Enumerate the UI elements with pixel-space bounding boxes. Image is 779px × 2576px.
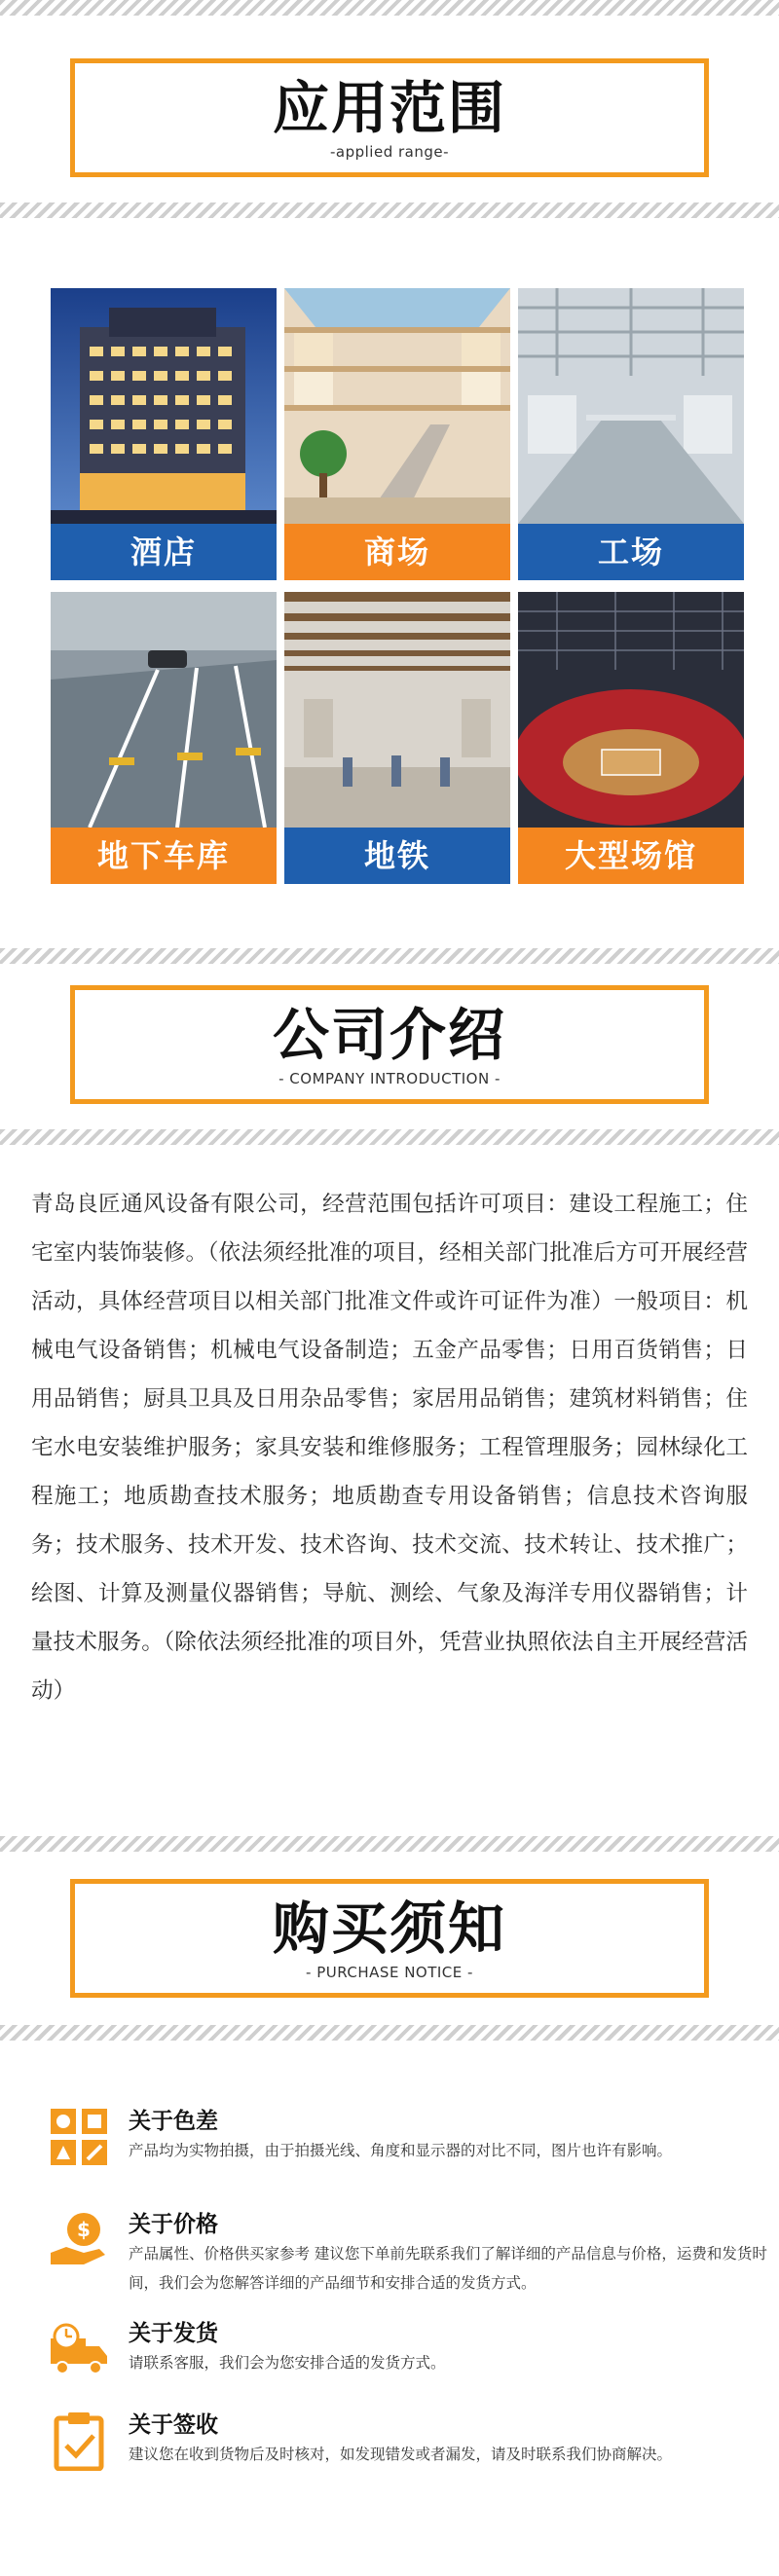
application-label: 商场: [284, 524, 510, 580]
section-title-text: 公司介绍: [272, 1002, 506, 1068]
stadium-image: [518, 592, 744, 828]
notice-item-price: [49, 2206, 767, 2313]
divider-stripe: [0, 1836, 779, 1852]
application-tile-stadium[interactable]: [518, 592, 744, 884]
notice-item-color: [49, 2103, 746, 2190]
notice-title: 关于色差: [129, 2109, 218, 2134]
garage-image: [51, 592, 277, 828]
application-tile-mall[interactable]: [284, 288, 510, 580]
application-tile-factory[interactable]: [518, 288, 744, 580]
divider-stripe: [0, 202, 779, 218]
hotel-image: [51, 288, 277, 524]
section-title-text: 购买须知: [272, 1895, 506, 1962]
divider-stripe: [0, 0, 779, 16]
section-subtitle-text: - COMPANY INTRODUCTION -: [278, 1070, 501, 1087]
factory-image: [518, 288, 744, 524]
section-subtitle-text: - PURCHASE NOTICE -: [306, 1964, 473, 1981]
section-title-purchase: [70, 1879, 709, 1998]
section-title-text: 应用范围: [272, 75, 506, 141]
section-subtitle-text: -applied range-: [329, 143, 450, 161]
company-intro-text: 青岛良匠通风设备有限公司，经营范围包括许可项目：建设工程施工；住宅室内装饰装修。（依法须经批准的项目，经相关部门批准后方可开展经营活动，具体经营项目以相关部门批准文件或许可证件为准）一般项目：机械电气设备销售；机械电气设备制造；五金产品零售；日用百货销售；日用品销售；厨具卫具及日用杂品零售；家居用品销售；建筑材料销售；住宅水电安装维护服务；家具安装和维修服务；工程管理服务；园林绿化工程施工；地质勘查技术服务；地质勘查专用设备销售；信息技术咨询服务；技术服务、技术开发、技术咨询、技术交流、技术转让、技术推广；绘图、计算及测量仪器销售；导航、测绘、气象及海洋专用仪器销售；计量技术服务。（除依法须经批准的项目外，凭营业执照依法自主开展经营活动）: [31, 1192, 748, 1704]
delivery-truck-icon: [49, 2319, 109, 2379]
notice-title: 关于价格: [129, 2212, 218, 2237]
application-label: 工场: [518, 524, 744, 580]
clipboard-check-icon: [49, 2410, 109, 2471]
notice-item-receipt: [49, 2407, 746, 2504]
application-label: 地铁: [284, 828, 510, 884]
svg-text:$: $: [77, 2218, 91, 2241]
mall-image: [284, 288, 510, 524]
subway-image: [284, 592, 510, 828]
notice-text: 产品均为实物拍摄，由于拍摄光线、角度和显示器的对比不同，图片也许有影响。: [129, 2142, 673, 2159]
section-title-company: [70, 985, 709, 1104]
notice-item-shipping: [49, 2315, 746, 2403]
notice-text: 建议您在收到货物后及时核对，如发现错发或者漏发，请及时联系我们协商解决。: [129, 2446, 673, 2463]
application-label: 大型场馆: [518, 828, 744, 884]
application-tile-subway[interactable]: [284, 592, 510, 884]
application-tile-hotel[interactable]: [51, 288, 277, 580]
divider-stripe: [0, 2025, 779, 2041]
section-title-applied: [70, 58, 709, 177]
divider-stripe: [0, 1129, 779, 1145]
notice-text: 产品属性、价格供买家参考 建议您下单前先联系我们了解详细的产品信息与价格，运费和发货时间，我们会为您解答详细的产品细节和安排合适的发货方式。: [129, 2245, 767, 2292]
notice-title: 关于发货: [129, 2321, 218, 2346]
divider-stripe: [0, 948, 779, 964]
palette-icon: [49, 2107, 109, 2167]
application-label: 地下车库: [51, 828, 277, 884]
price-hand-icon: [49, 2210, 109, 2270]
notice-text: 请联系客服，我们会为您安排合适的发货方式。: [129, 2354, 446, 2372]
notice-title: 关于签收: [129, 2412, 218, 2438]
application-label: 酒店: [51, 524, 277, 580]
application-tile-garage[interactable]: [51, 592, 277, 884]
